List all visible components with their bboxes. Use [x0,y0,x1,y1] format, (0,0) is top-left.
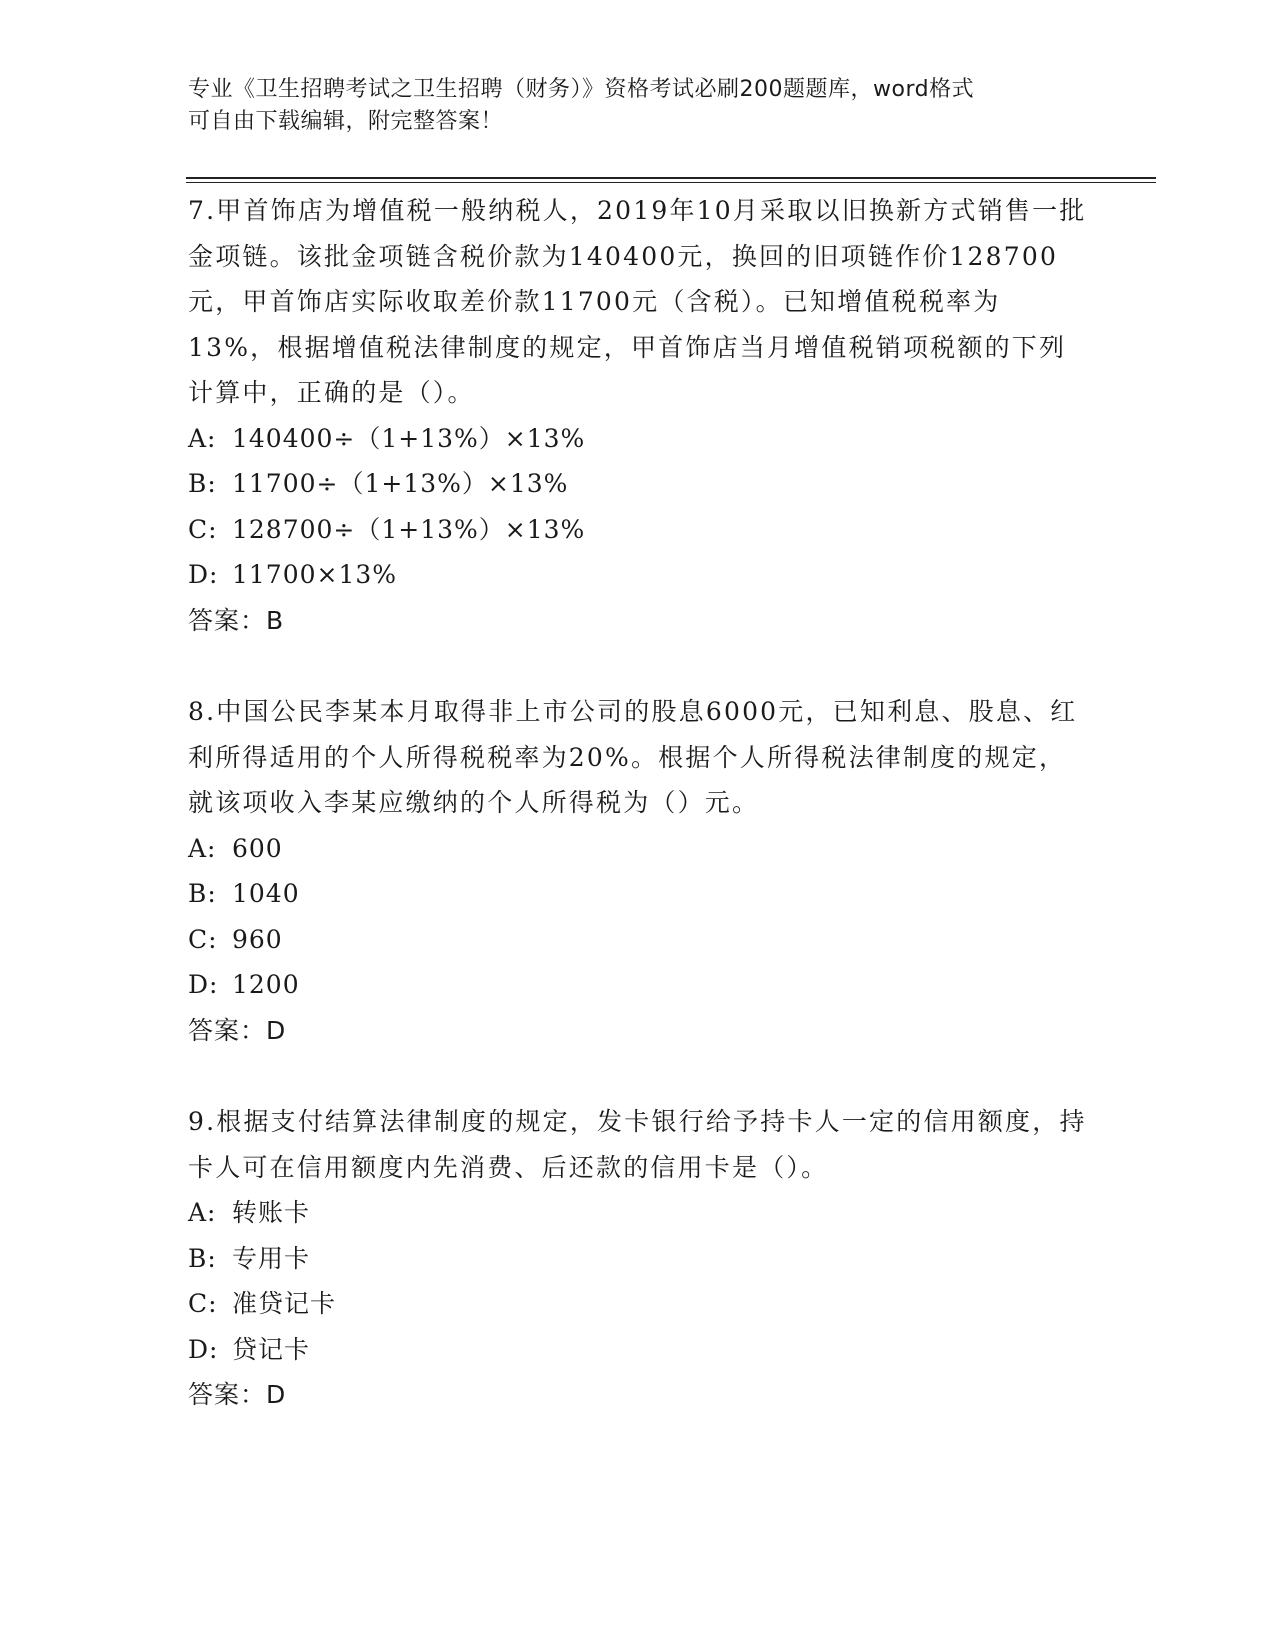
option-d [188,1327,1088,1373]
option-key: B: [188,469,217,498]
option-text: 128700÷（1+13%）×13% [232,514,586,544]
option-list [188,826,1088,1008]
header-divider-thin [186,182,1156,183]
option-c [188,507,1088,553]
option-text: 1040 [232,879,300,908]
question-8 [188,689,1088,1053]
question-list [188,188,1088,1464]
option-text: 专用卡 [232,1243,311,1273]
option-key: C: [188,924,218,954]
option-text: 转账卡 [232,1198,311,1227]
option-a [188,416,1088,462]
option-b [188,1236,1088,1282]
option-key: D: [188,970,219,999]
option-text: 11700÷（1+13%）×13% [232,469,569,498]
option-d [188,962,1088,1008]
option-text: 1200 [232,970,300,999]
option-c [188,1281,1088,1327]
option-text: 准贷记卡 [232,1289,337,1318]
document-header [188,74,1088,138]
answer-label: 答案：D [188,1015,287,1045]
option-key: A: [188,1198,217,1227]
option-text: 140400÷（1+13%）×13% [232,423,586,453]
option-list [188,416,1088,598]
question-text: 7.甲首饰店为增值税一般纳税人，2019年10月采取以旧换新方式销售一批金项链。该批金项链含税价款为140400元，换回的旧项链作价128700元，甲首饰店实际收取差价款11700元（含税）。已知增值税税率为13%，根据增值税法律制度的规定，甲首饰店当月增值税销项税额的下列计算中，正确的是（）。 [188,196,1087,407]
option-text: 960 [232,924,283,954]
option-text: 贷记卡 [232,1334,311,1364]
option-c [188,917,1088,963]
option-key: A: [188,423,217,453]
header-line-2: 可自由下载编辑，附完整答案！ [188,109,504,134]
header-line-1: 专业《卫生招聘考试之卫生招聘（财务）》资格考试必刷200题题库，word格式 [188,77,975,102]
question-text: 9.根据支付结算法律制度的规定，发卡银行给予持卡人一定的信用额度，持卡人可在信用额度内先消费、后还款的信用卡是（）。 [188,1107,1087,1182]
option-d [188,552,1088,598]
answer-label: 答案：B [188,605,285,635]
question-text: 8.中国公民李某本月取得非上市公司的股息6000元，已知利息、股息、红利所得适用的个人所得税税率为20%。根据个人所得税法律制度的规定，就该项收入李某应缴纳的个人所得税为（）元。 [188,697,1078,817]
option-key: D: [188,1334,219,1364]
question-7 [188,188,1088,643]
option-b [188,871,1088,917]
option-key: D: [188,560,219,589]
option-text: 11700×13% [232,560,398,589]
option-key: B: [188,1243,217,1273]
option-key: C: [188,514,218,544]
header-divider-thick [186,177,1156,179]
option-b [188,461,1088,507]
option-key: A: [188,833,217,863]
option-key: C: [188,1289,218,1318]
option-key: B: [188,879,217,908]
option-text: 600 [232,833,283,863]
answer-label: 答案：D [188,1380,287,1409]
question-9 [188,1099,1088,1418]
option-a [188,1190,1088,1236]
option-list [188,1190,1088,1372]
option-a [188,826,1088,872]
